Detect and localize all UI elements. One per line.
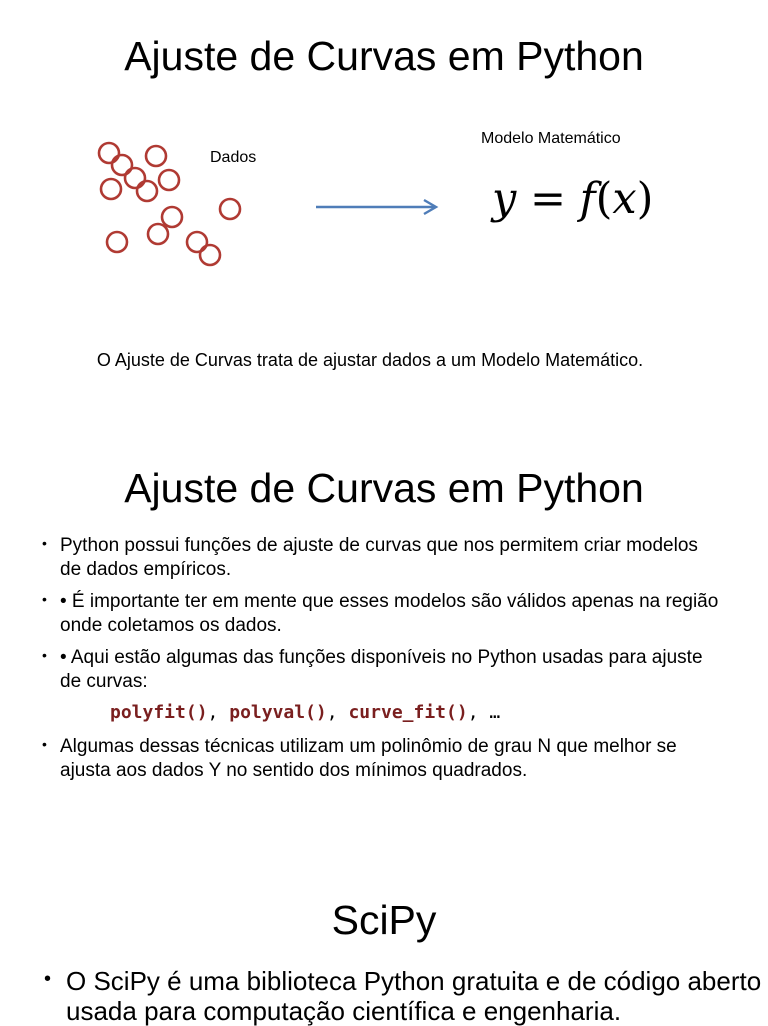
bullet-text: • Aqui estão algumas das funções disponíveis no Python usadas para ajuste de curvas:	[60, 647, 703, 692]
bullet-text: Python possui funções de ajuste de curvas que nos permitem criar modelos de dados empíricos.	[60, 535, 698, 580]
arrow-right-icon	[312, 196, 442, 218]
bullet-icon: •	[42, 591, 47, 607]
list-item	[0, 646, 720, 694]
code-functions	[110, 702, 500, 723]
data-point	[162, 207, 182, 227]
code-fn: polyfit()	[110, 702, 208, 723]
formula-func: f	[579, 174, 596, 224]
data-point	[200, 245, 220, 265]
formula-eq: =	[516, 174, 580, 224]
bullet-text: • É importante ter em mente que esses modelos são válidos apenas na região onde coletamos os dados.	[60, 591, 719, 636]
data-point	[99, 143, 119, 163]
code-fn: curve_fit()	[348, 702, 468, 723]
bullet-list	[0, 590, 720, 638]
bullet-text: Algumas dessas técnicas utilizam um polinômio de grau N que melhor se ajusta aos dados Y no sentido dos mínimos quadrados.	[60, 736, 677, 781]
data-point	[101, 179, 121, 199]
slide-title: Ajuste de Curvas em Python	[124, 465, 644, 511]
bullet-list	[0, 534, 720, 582]
data-point	[187, 232, 207, 252]
data-point	[220, 199, 240, 219]
list-item	[0, 534, 720, 582]
code-sep: ,	[207, 702, 230, 723]
bullet-list	[0, 646, 720, 694]
bullet-icon: •	[42, 535, 47, 551]
formula-lhs: y	[492, 174, 517, 224]
data-point	[107, 232, 127, 252]
data-point	[125, 168, 145, 188]
modelo-label: Modelo Matemático	[481, 130, 621, 147]
code-sep: ,	[326, 702, 349, 723]
formula-open: (	[595, 174, 613, 224]
data-point	[146, 146, 166, 166]
bullet-list	[0, 966, 768, 1026]
list-item	[0, 966, 768, 1026]
code-fn: polyval()	[229, 702, 327, 723]
bullet-text: O SciPy é uma biblioteca Python gratuita e de código aberto usada para computação científica e engenharia.	[66, 966, 762, 1026]
list-item	[0, 590, 720, 638]
list-item	[0, 735, 720, 783]
dados-label: Dados	[210, 149, 257, 166]
code-ellipsis: …	[489, 702, 501, 723]
bullet-icon: •	[42, 647, 47, 663]
data-point	[159, 170, 179, 190]
slide-caption: O Ajuste de Curvas trata de ajustar dados a um Modelo Matemático.	[96, 350, 644, 370]
data-point	[137, 181, 157, 201]
code-sep: ,	[467, 702, 490, 723]
bullet-icon: •	[42, 736, 47, 752]
formula-arg: x	[612, 174, 637, 224]
data-point	[148, 224, 168, 244]
formula-close: )	[636, 174, 654, 224]
bullet-icon: •	[44, 968, 52, 990]
slide-title: SciPy	[331, 897, 437, 943]
data-point	[112, 155, 132, 175]
formula	[492, 174, 654, 224]
bullet-list	[0, 735, 720, 783]
slide-title: Ajuste de Curvas em Python	[124, 33, 644, 79]
